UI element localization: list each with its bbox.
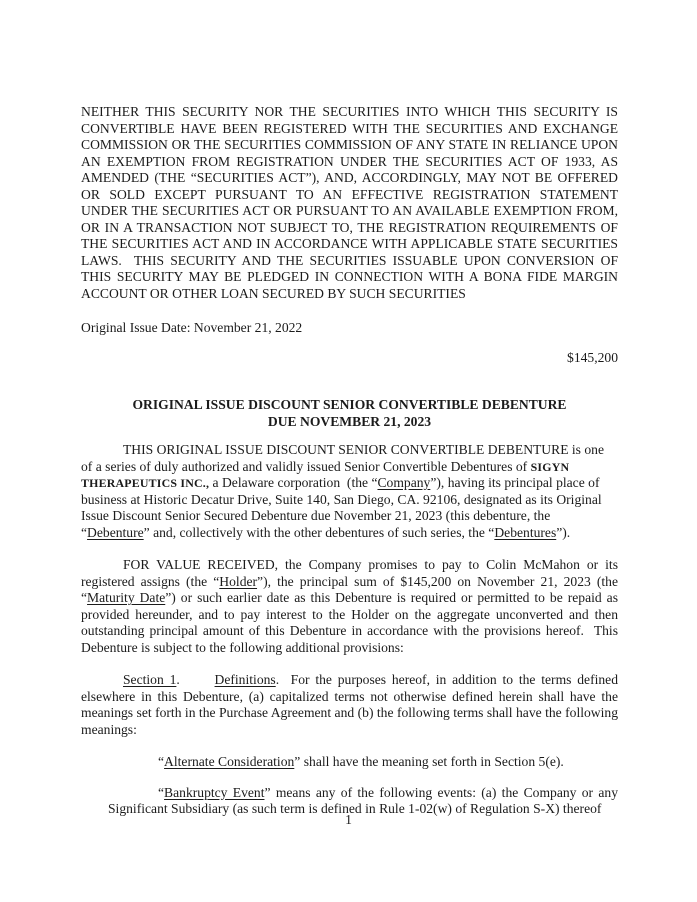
for-value-received-paragraph: FOR VALUE RECEIVED, the Company promises to pay to Colin McMahon or its registered assigns (the “Holder”), the principal sum of $145,200 on November 21, 2023 (the “Maturity Date”) or such earlier date as this Debenture is required or permitted to be repaid as provided hereunder, and to pay interest to the Holder on the aggregate unconverted and then outstanding principal amount of this Debenture in accordance with the provisions hereof. This Debenture is subject to the following additional provisions:: [81, 557, 619, 655]
intro-paragraph: THIS ORIGINAL ISSUE DISCOUNT SENIOR CONVERTIBLE DEBENTURE is one of a series of duly authorized and validly issued Senior Convertible Debentures of SIGYN THERAPEUTICS INC., a Delaware corporation (the “Company”), having its principal place of business at Historic Decatur Drive, Suite 140, San Diego, CA. 92106, designated as its Original Issue Discount Senior Secured Debenture due November 21, 2023 (this debenture, the “Debenture” and, collectively with the other debentures of such series, the “Debentures”).: [81, 442, 604, 540]
original-issue-date-line: Original Issue Date: November 21, 2022: [81, 320, 303, 335]
document-title-line-2: DUE NOVEMBER 21, 2023: [267, 413, 432, 429]
section-1-definitions-paragraph: Section 1. Definitions. For the purposes hereof, in addition to the terms defined elsewhere in this Debenture, (a) capitalized terms not otherwise defined herein shall have the meanings set forth in the Purchase Agreement and (b) the following terms shall have the following meanings:: [81, 672, 619, 737]
alternate-consideration-definition: “Alternate Consideration” shall have the meaning set forth in Section 5(e).: [158, 754, 564, 769]
document-content: [81, 104, 618, 818]
page-number: 1: [345, 812, 352, 827]
document-title-line-1: ORIGINAL ISSUE DISCOUNT SENIOR CONVERTIBLE DEBENTURE: [132, 397, 567, 412]
bankruptcy-event-definition: “Bankruptcy Event” means any of the following events: (a) the Company or any Significant Subsidiary (as such term is defined in Rule 1-02(w) of Regulation S-X) thereof: [108, 784, 619, 816]
document-title: [81, 397, 618, 430]
principal-amount-value: $145,200: [567, 349, 618, 365]
securities-legend-paragraph: NEITHER THIS SECURITY NOR THE SECURITIES INTO WHICH THIS SECURITY IS CONVERTIBLE HAVE BEEN REGISTERED WITH THE SECURITIES AND EXCHANGE COMMISSION OR THE SECURITIES COMMISSION OF ANY STATE IN RELIANCE UPON AN EXEMPTION FROM REGISTRATION UNDER THE SECURITIES ACT OF 1933, AS AMENDED (THE “SECURITIES ACT”), AND, ACCORDINGLY, MAY NOT BE OFFERED OR SOLD EXCEPT PURSUANT TO AN EFFECTIVE REGISTRATION STATEMENT UNDER THE SECURITIES ACT OR PURSUANT TO AN AVAILABLE EXEMPTION FROM, OR IN A TRANSACTION NOT SUBJECT TO, THE REGISTRATION REQUIREMENTS OF THE SECURITIES ACT AND IN ACCORDANCE WITH APPLICABLE STATE SECURITIES LAWS. THIS SECURITY AND THE SECURITIES ISSUABLE UPON CONVERSION OF THIS SECURITY MAY BE PLEDGED IN CONNECTION WITH A BONA FIDE MARGIN ACCOUNT OR OTHER LOAN SECURED BY SUCH SECURITIES: [81, 104, 618, 301]
